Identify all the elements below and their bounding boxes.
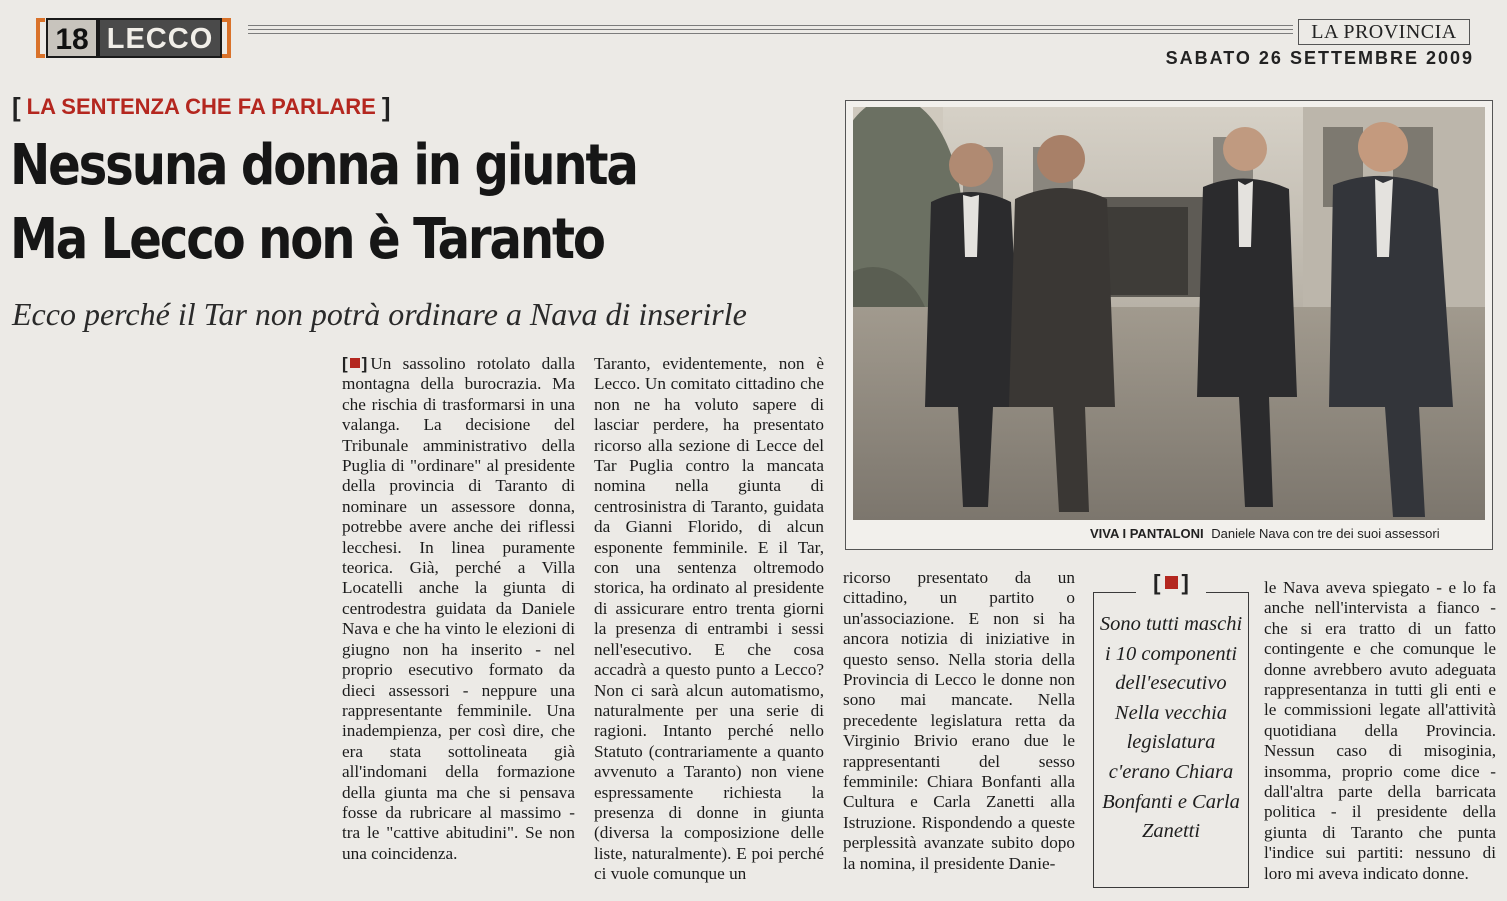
section-name: LECCO (98, 18, 222, 58)
photo-caption-text: Daniele Nava con tre dei suoi assessori (1211, 526, 1440, 541)
paragraph-marker: [ ] (342, 354, 368, 373)
headline-line-2: Ma Lecco non è Taranto (10, 207, 604, 272)
kicker-block (12, 92, 391, 122)
header-rule (248, 25, 1293, 26)
pull-quote: Sono tutti maschi i 10 componenti dell'esecutivo Nella vecchia legislatura c'erano Chiara Bonfanti e Carla Zanetti (1099, 613, 1243, 843)
section-bracket-right (222, 18, 231, 58)
article-column-2: Taranto, evidentemente, non è Lecco. Un comitato cittadino che non ne ha voluto sapere di lasciar perdere, ha presentato ricorso alla sezione di Lecce del Tar Puglia contro la mancata nomina nella giunta di centrosinistra di Taranto, guidata da Gianni Florido, di alcun esponente femminile. E il Tar, con una sentenza oltremodo storica, ha ordinato al presidente di assicurare entro trenta giorni la presenza di entrambi i sessi nell'esecutivo. E che cosa accadrà a questo punto a Lecco? Non ci sarà alcun automatismo, naturalmente per una serie di ragioni. Intanto perché nello Statuto (contrariamente a quanto avvenuto a Taranto) non viene espressamente richiesta la presenza di donne in giunta (diversa la composizione delle liste, naturalmente). E poi perché ci vuole comunque un (594, 354, 824, 884)
kicker-bracket-close: ] (381, 91, 391, 122)
kicker-bracket-open: [ (12, 91, 21, 122)
header-rule (248, 33, 1293, 34)
article-column-1 (342, 354, 575, 894)
headline-line-1: Nessuna donna in giunta (10, 133, 637, 198)
subheadline: Ecco perché il Tar non potrà ordinare a Nava di inserirle (12, 296, 747, 332)
article-column-4: le Nava aveva spiegato - e lo fa anche nell'intervista a fianco - che si era tratto di un fatto contingente e che comunque le donne avrebbero avuto adeguata rappresentanza in tutti gli enti e le commissioni legate all'attività quotidiana della Provincia. Nessun caso di misoginia, insomma, proprio come dice - dall'altra parte della barricata politica - il presidente della giunta di Taranto che punta l'indice sui partiti: nessuno di loro mi aveva indicato donne. (1264, 578, 1496, 883)
photo-caption-head: VIVA I PANTALONI (1090, 526, 1204, 541)
article-column-3: ricorso presentato da un cittadino, un partito o un'associazione. E non si ha ancora notizia di iniziative in questo senso. Nella storia della Provincia di Lecco le donne non sono mai mancate. Nella precedente legislatura retta da Virginio Brivio erano due le rappresentanti del sesso femminile: Chiara Bonfanti alla Cultura e Carla Zanetti alla Istruzione. Rispondendo a queste perplessità avanzate subito dopo la nomina, il presidente Danie- (843, 568, 1075, 873)
kicker: LA SENTENZA CHE FA PARLARE (26, 94, 376, 119)
section-bracket-left (36, 18, 45, 58)
header-rule (248, 29, 1293, 30)
issue-date: SABATO 26 SETTEMBRE 2009 (1165, 48, 1474, 68)
masthead: LA PROVINCIA (1298, 19, 1470, 45)
article-column-1-text: Un sassolino rotolato dalla montagna della burocrazia. Ma che rischia di trasformarsi in una valanga. La decisione del Tribunale amministrativo della Puglia di "ordinare" al presidente della provincia di Taranto di nominare un assessore donna, potrebbe avere anche dei riflessi lecchesi. In linea puramente teorica. Già, perché a Villa Locatelli anche la giunta di centrodestra guidata da Daniele Nava e che ha vinto le elezioni di giugno non ha inserito - nel proprio esecutivo formato da dieci assessori - neppure una rappresentante femminile. Una inadempienza, per così dire, che era stata sottolineata già all'indomani della formazione della giunta ma che si pensava fosse da rubricare al massimo - tra le "cattive abitudini". Se non una coincidenza. (342, 354, 575, 863)
pull-quote-marker: [ ] (1136, 570, 1206, 596)
article-photo (853, 107, 1485, 520)
photo-caption (1090, 523, 1485, 545)
page-number: 18 (46, 18, 98, 58)
